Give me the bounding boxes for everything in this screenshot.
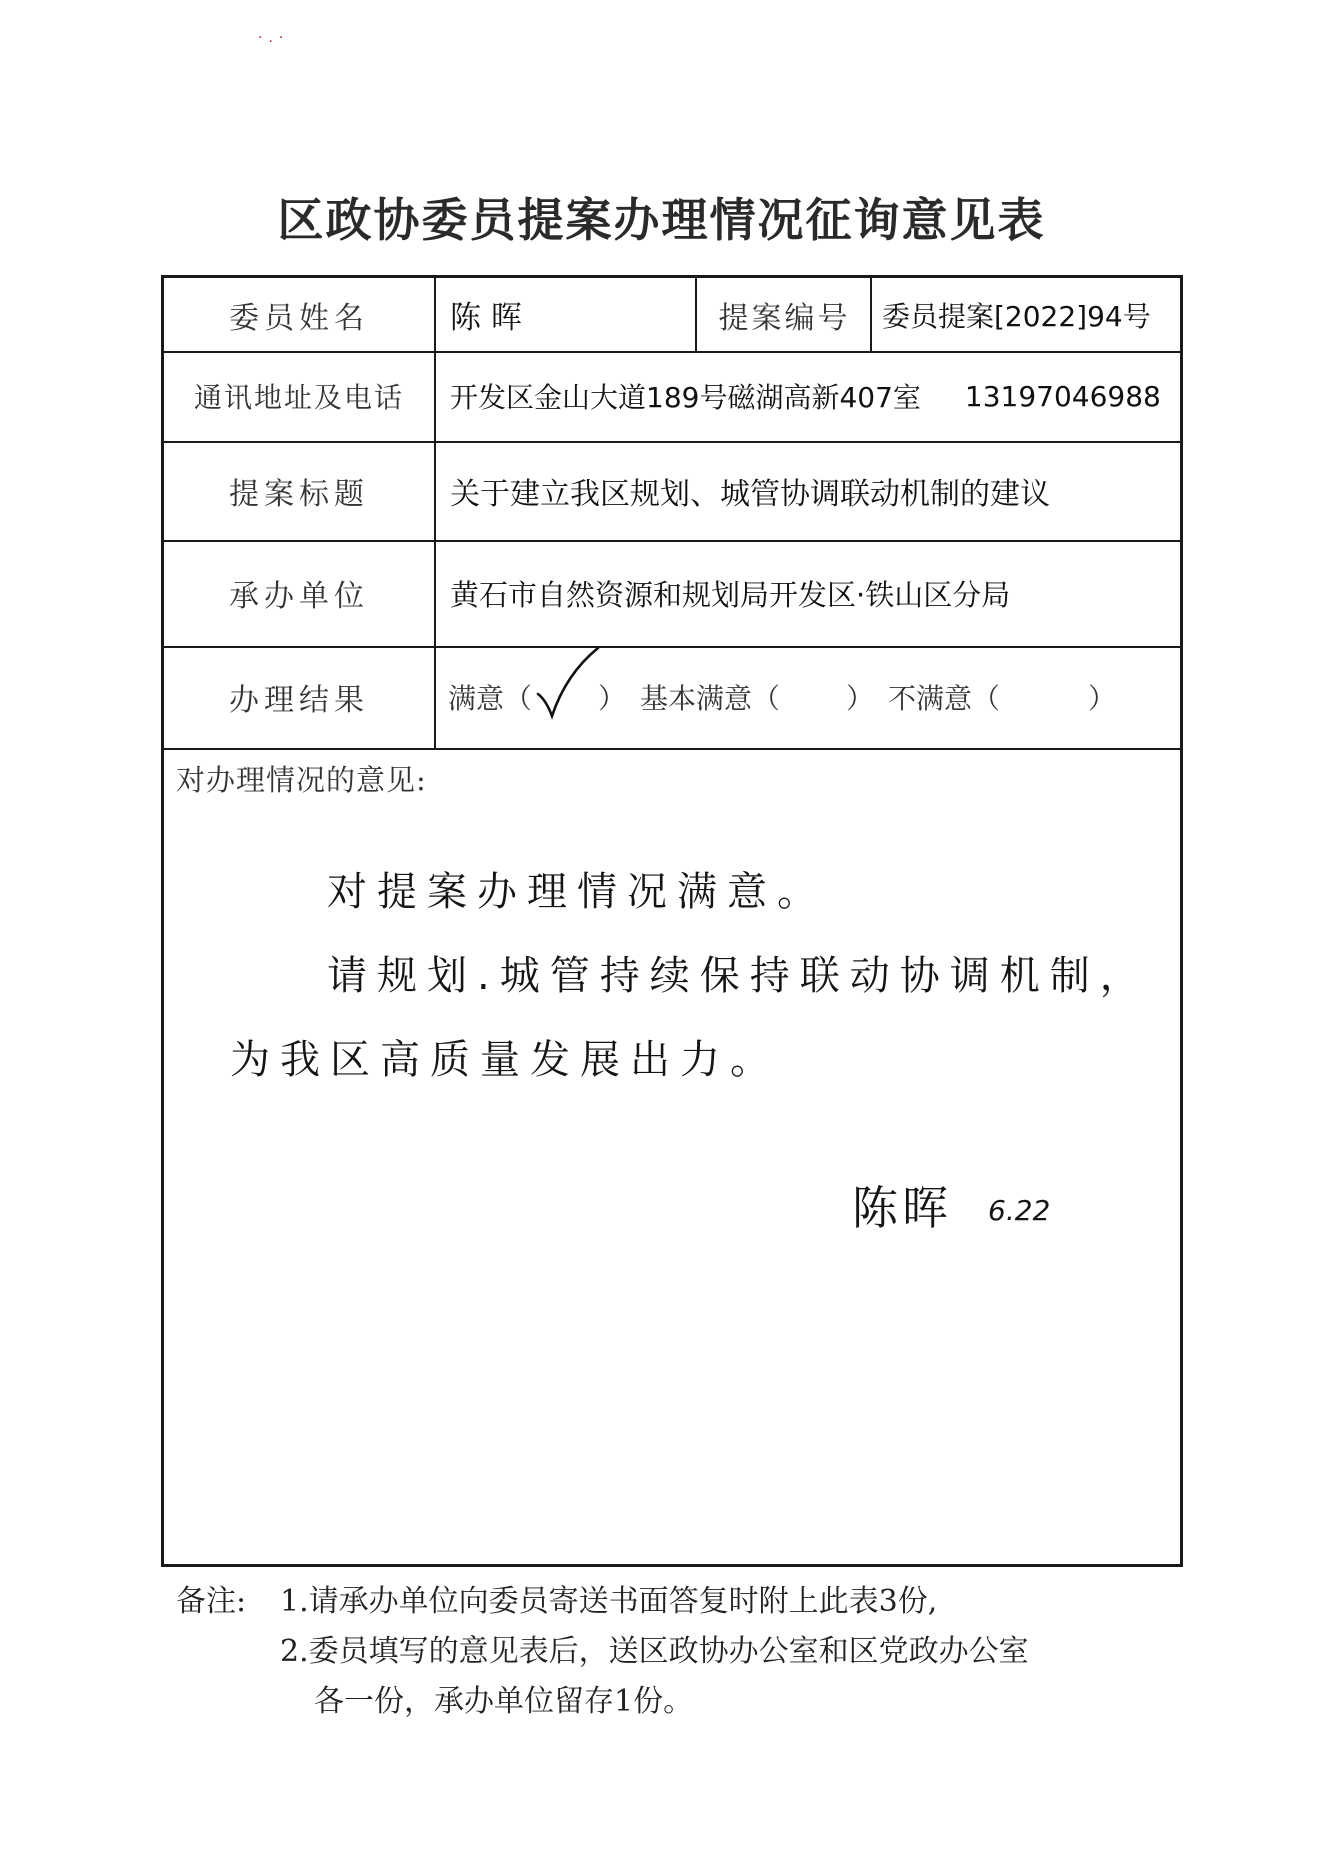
proposal-no-value: 委员提案[2022]94号 <box>870 278 1190 351</box>
note-item-2: 2.委员填写的意见表后，送区政协办公室和区党政办公室 <box>280 1634 1029 1669</box>
member-name-value: 陈 晖 <box>434 278 710 351</box>
opinion-area[interactable] <box>164 748 1180 1564</box>
handling-unit-label: 承办单位 <box>229 579 369 614</box>
handling-unit-value: 黄石市自然资源和规划局开发区·铁山区分局 <box>434 540 1195 646</box>
result-satisfied-text: 满意（ <box>448 682 533 715</box>
row-proposal-title <box>164 441 1180 542</box>
note-item-1: 1.请承办单位向委员寄送书面答复时附上此表3份, <box>280 1584 938 1619</box>
result-basic-text: ） 基本满意（ <box>598 682 781 715</box>
opinion-line-1: 对提案办理情况满意。 <box>327 869 827 915</box>
phone-text: 13197046988 <box>964 379 1161 413</box>
opinion-line-2: 请规划.城管持续保持联动协调机制， <box>327 953 1150 999</box>
notes-prefix: 备注: <box>176 1584 247 1619</box>
member-name-label: 委员姓名 <box>229 300 369 336</box>
row-member-name <box>164 278 1180 353</box>
row-handling-unit <box>164 540 1180 648</box>
proposal-form-table <box>161 275 1183 1567</box>
satisfied-checkmark[interactable] <box>532 682 598 712</box>
proposal-title-label: 提案标题 <box>229 476 369 512</box>
address-value <box>434 351 1195 441</box>
check-icon <box>532 644 602 724</box>
result-label: 办理结果 <box>229 683 369 718</box>
result-unsatisfied-text: ） 不满意（ <box>846 682 1001 715</box>
proposal-title-value: 关于建立我区规划、城管协调联动机制的建议 <box>434 441 1195 540</box>
note-item-2-continued: 各一份，承办单位留存1份。 <box>314 1684 694 1719</box>
page-title: 区政协委员提案办理情况征询意见表 <box>277 193 1046 247</box>
opinion-label: 对办理情况的意见: <box>176 763 427 797</box>
signature: 陈晖 <box>852 1181 952 1235</box>
row-address <box>164 351 1180 443</box>
signature-date: 6.22 <box>988 1194 1051 1227</box>
result-close-text: ） <box>1088 682 1117 715</box>
scan-speck: ·.· <box>258 30 290 46</box>
opinion-line-3: 为我区高质量发展出力。 <box>230 1037 780 1083</box>
row-handling-result <box>164 646 1180 750</box>
proposal-no-label: 提案编号 <box>695 278 872 351</box>
address-text: 开发区金山大道189号磁湖高新407室 <box>450 381 921 414</box>
result-options <box>434 646 1193 748</box>
address-label: 通讯地址及电话 <box>193 381 404 414</box>
